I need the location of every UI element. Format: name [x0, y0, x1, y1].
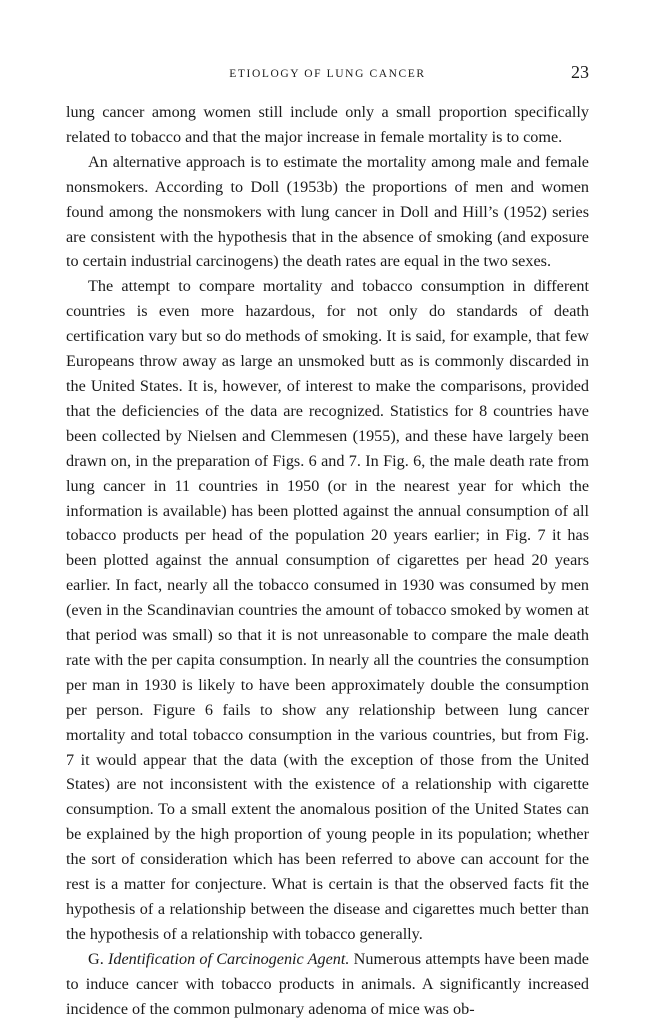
running-head [66, 62, 589, 88]
paragraph-section-g [66, 947, 589, 1022]
page-number: 23 [571, 62, 589, 82]
paragraph-continuation: lung cancer among women still include only a small proportion specifically related to tobacco and that the major increase in female mortality is to come. [66, 103, 589, 146]
running-title: ETIOLOGY OF LUNG CANCER [229, 68, 426, 80]
section-text: Numerous attempts have been made to induce cancer with tobacco products in animals. A significantly increased incidence of the common pulmonary adenoma of mice was ob- [66, 949, 589, 1018]
paragraph-nonsmokers: An alternative approach is to estimate the mortality among male and female nonsmokers. According to Doll (1953b) the proportions of men and women found among the nonsmokers with lung cancer in Doll and Hill’s (1952) series are consistent with the hypothesis that in the absence of smoking (and exposure to certain industrial carcinogens) the death rates are equal in the two sexes. [66, 152, 589, 271]
paragraph-country-comparison: The attempt to compare mortality and tobacco consumption in different countries is even more hazardous, for not only do standards of death certification vary but so do methods of smoking. It is said, for example, that few Europeans throw away as large an unsmoked butt as is commonly discarded in the United States. It is, however, of interest to make the comparisons, provided that the deficiencies of the data are recognized. Statistics for 8 countries have been collected by Nielsen and Clemmesen (1955), and these have largely been drawn on, in the preparation of Figs. 6 and 7. In Fig. 6, the male death rate from lung cancer in 11 countries in 1950 (or in the nearest year for which the information is available) has been plotted against the annual consumption of all tobacco products per head of the population 20 years earlier; in Fig. 7 it has been plotted against the annual consumption of cigarettes per head 20 years earlier. In fact, nearly all the tobacco consumed in 1930 was consumed by men (even in the Scandinavian countries the amount of tobacco smoked by women at that period was small) so that it is not unreasonable to compare the male death rate with the per capita consumption. In nearly all the countries the consumption per man in 1930 is likely to have been approximately double the consumption per person. Figure 6 fails to show any relationship between lung cancer mortality and total tobacco consumption in the various countries, but from Fig. 7 it would appear that the data (with the exception of those from the United States) are not inconsistent with the existence of a relationship with cigarette consumption. To a small extent the anomalous position of the United States can be explained by the high proportion of young people in its population; whether the sort of consideration which has been referred to above can account for the rest is a matter for conjecture. What is certain is that the observed facts fit the hypothesis of a relationship between the disease and cigarettes much better than the hypothesis of a relationship with tobacco generally. [66, 277, 589, 943]
section-label: G. [88, 949, 104, 968]
book-page [66, 62, 589, 1022]
section-heading: Identification of Carcinogenic Agent. [107, 949, 350, 968]
